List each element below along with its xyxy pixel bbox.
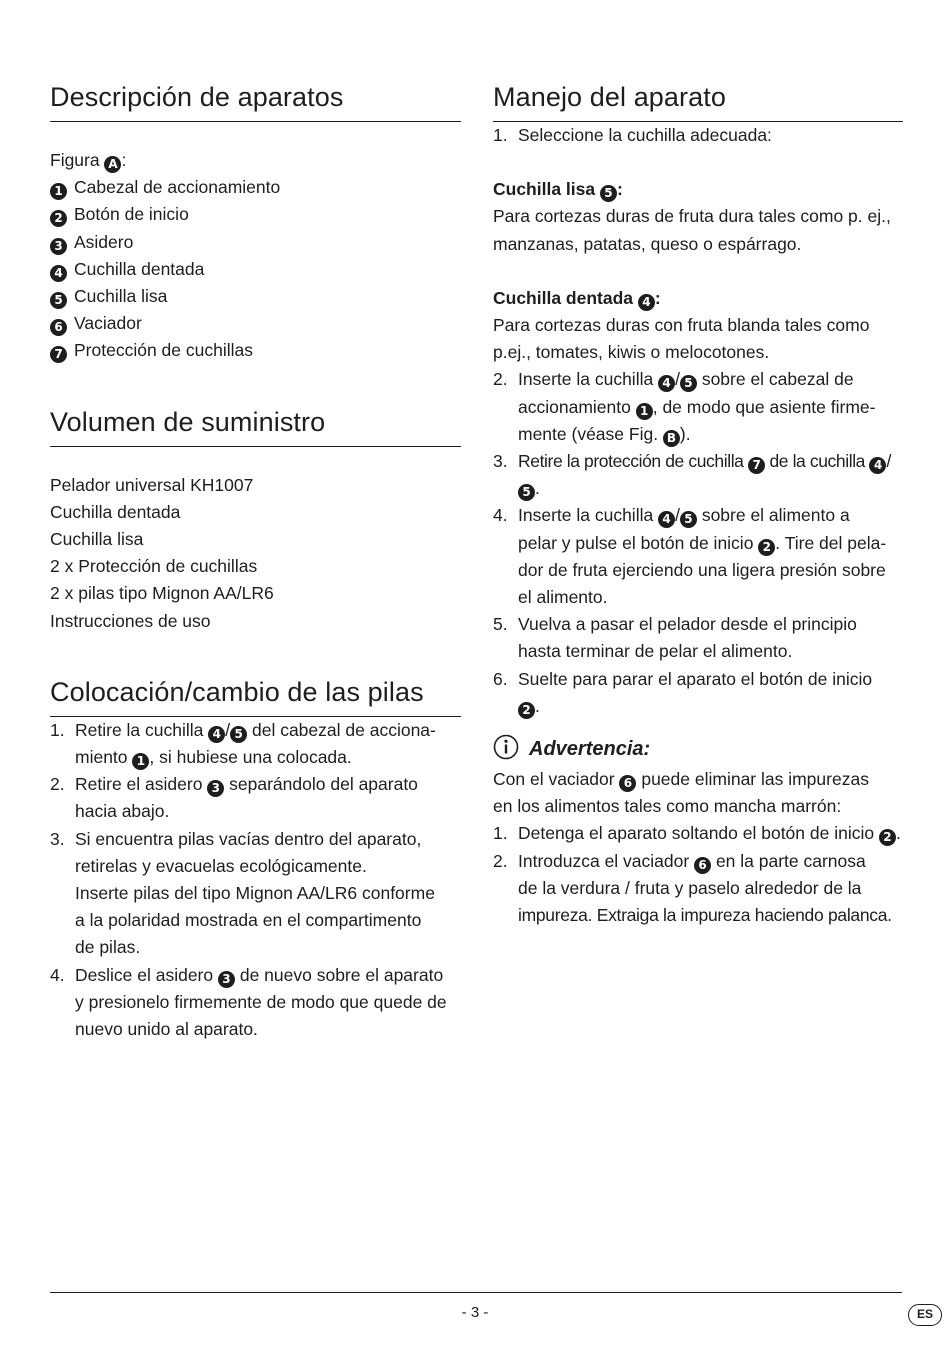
- number-badge: 4: [50, 265, 67, 282]
- step-line: [518, 394, 903, 421]
- list-item: Cuchilla dentada: [50, 501, 181, 522]
- number-badge: 6: [619, 775, 636, 792]
- list-item: [50, 337, 461, 364]
- number-badge: 2: [879, 829, 896, 846]
- step-text: .: [535, 695, 540, 716]
- step-text: puede eliminar las impurezas: [636, 769, 869, 790]
- list-item-label: Cuchilla dentada: [74, 258, 205, 279]
- step-line: retirelas y evacuelas ecológicamente.: [75, 855, 367, 876]
- step-line: Vuelva a pasar el pelador desde el principio: [518, 614, 857, 635]
- step-line: dor de fruta ejerciendo una ligera presión sobre: [518, 559, 886, 580]
- step-line: Suelte para parar el aparato el botón de inicio: [518, 668, 873, 689]
- list-item-label: Protección de cuchillas: [74, 340, 253, 361]
- step-text: de la cuchilla: [764, 451, 870, 472]
- step-line: de la verdura / fruta y paselo alrededor de la: [518, 877, 862, 898]
- step-line: hacia abajo.: [75, 801, 170, 822]
- step-line: [518, 448, 903, 475]
- list-item: Pelador universal KH1007: [50, 474, 254, 495]
- step-text: , de modo que asiente firme-: [652, 396, 876, 417]
- step-number: 2.: [493, 369, 508, 390]
- step-line: [75, 771, 461, 798]
- number-badge: 1: [636, 403, 653, 420]
- step-text: sobre el alimento a: [696, 505, 850, 526]
- step-text: sobre el cabezal de: [696, 369, 854, 390]
- list-item: [50, 256, 461, 283]
- step-text: en la parte carnosa: [711, 850, 866, 871]
- number-badge: 3: [207, 780, 224, 797]
- volumen-list: [50, 472, 461, 635]
- pilas-steps: [50, 717, 461, 1043]
- separator: /: [675, 369, 680, 390]
- step-line: hasta terminar de pelar el alimento.: [518, 641, 793, 662]
- step-item: [50, 717, 461, 771]
- number-badge: 4: [638, 294, 655, 311]
- step-line: Inserte pilas del tipo Mignon AA/LR6 conforme: [75, 883, 435, 904]
- footer-divider: [50, 1292, 902, 1293]
- step-line: [518, 820, 903, 847]
- step-item: [50, 962, 461, 1044]
- separator: /: [225, 719, 231, 740]
- step-line: impureza. Extraiga la impureza haciendo palanca.: [518, 905, 892, 926]
- list-item: [50, 310, 461, 337]
- step-text: .: [535, 478, 540, 499]
- subheading-dentada: [493, 285, 903, 312]
- section-title-descripcion: Descripción de aparatos: [50, 78, 461, 122]
- step-line: nuevo unido al aparato.: [75, 1019, 258, 1040]
- section-title-manejo: Manejo del aparato: [493, 78, 903, 122]
- list-item: [50, 229, 461, 256]
- number-badge: 5: [50, 292, 67, 309]
- paragraph-line: manzanas, patatas, queso o espárrago.: [493, 233, 802, 254]
- paragraph-line: Para cortezas duras con fruta blanda tales como: [493, 315, 870, 336]
- subheading-colon: :: [616, 179, 623, 200]
- list-item: Instrucciones de uso: [50, 610, 211, 631]
- subheading-text: Cuchilla dentada: [493, 287, 638, 308]
- figura-line: [50, 147, 461, 174]
- step-item: [493, 448, 903, 502]
- paragraph-line: Para cortezas duras de fruta dura tales como p. ej.,: [493, 206, 891, 227]
- number-badge: 4: [869, 457, 886, 474]
- step-line: [518, 502, 903, 529]
- step-text: .: [895, 823, 901, 844]
- step-text: Retire la protección de cuchilla: [518, 451, 748, 472]
- number-badge: 3: [50, 238, 67, 255]
- step-number: 1.: [50, 719, 65, 740]
- step-line: [518, 848, 903, 875]
- step-number: 5.: [493, 614, 508, 635]
- number-badge: 1: [132, 753, 149, 770]
- right-column: [493, 78, 903, 929]
- step-number: 1.: [493, 823, 508, 844]
- separator: /: [886, 451, 891, 472]
- section-title-volumen: Volumen de suministro: [50, 403, 461, 447]
- step-text: , si hubiese una colocada.: [149, 747, 352, 768]
- info-icon: [493, 734, 519, 765]
- step-item: [50, 826, 461, 962]
- number-badge: 1: [50, 183, 67, 200]
- number-badge: 4: [658, 375, 675, 392]
- step-number: 2.: [50, 774, 65, 795]
- step-line: y presionelo firmemente de modo que quede de: [75, 991, 447, 1012]
- left-column: [50, 78, 461, 1043]
- step-line: de pilas.: [75, 937, 141, 958]
- step-text: pelar y pulse el botón de inicio: [518, 532, 759, 553]
- section-title-pilas: Colocación/cambio de las pilas: [50, 673, 461, 717]
- step-line: [75, 744, 461, 771]
- step-text: Detenga el aparato soltando el botón de inicio: [518, 823, 879, 844]
- step-text: ).: [679, 423, 691, 444]
- list-item: [50, 201, 461, 228]
- number-badge: 7: [50, 346, 67, 363]
- number-badge: 2: [50, 210, 67, 227]
- paragraph-line: [493, 766, 903, 793]
- descripcion-list: [50, 147, 461, 365]
- number-badge: 5: [680, 375, 697, 392]
- list-item-label: Botón de inicio: [74, 204, 189, 225]
- step-line: [518, 530, 903, 557]
- cuchilla-lisa-block: [493, 176, 903, 258]
- step-line: [75, 717, 461, 744]
- figure-a-badge: A: [104, 156, 121, 173]
- number-badge: 4: [658, 511, 675, 528]
- step-text: . Tire del pela-: [775, 532, 887, 553]
- step-text: miento: [75, 747, 133, 768]
- step-item: [50, 771, 461, 825]
- step-item: [493, 611, 903, 665]
- step-item: [493, 502, 903, 611]
- step-line: [518, 421, 903, 448]
- number-badge: 3: [218, 971, 235, 988]
- step-number: 2.: [493, 850, 508, 871]
- separator: /: [675, 505, 680, 526]
- step-line: [518, 366, 903, 393]
- step-number: 4.: [50, 964, 65, 985]
- step-number: 4.: [493, 505, 508, 526]
- step-number: 3.: [493, 451, 508, 472]
- step-text: Retire el asidero: [75, 774, 208, 795]
- step-item: [493, 820, 903, 847]
- list-item: 2 x Protección de cuchillas: [50, 556, 258, 577]
- step-line: [75, 962, 461, 989]
- cuchilla-dentada-block: [493, 285, 903, 367]
- number-badge: 2: [518, 702, 535, 719]
- step-number: 6.: [493, 668, 508, 689]
- number-badge: 6: [694, 857, 711, 874]
- number-badge: 2: [758, 539, 775, 556]
- step-text: separándolo del aparato: [224, 774, 418, 795]
- list-item-label: Cuchilla lisa: [74, 286, 168, 307]
- number-badge: 4: [208, 726, 225, 743]
- figure-b-badge: B: [663, 430, 680, 447]
- list-item-label: Vaciador: [74, 313, 142, 334]
- number-badge: 5: [518, 484, 535, 501]
- number-badge: 5: [680, 511, 697, 528]
- number-badge: 5: [600, 185, 617, 202]
- step-line: Si encuentra pilas vacías dentro del aparato,: [75, 828, 422, 849]
- subheading-colon: :: [654, 287, 661, 308]
- page-number: - 3 -: [461, 1304, 489, 1321]
- paragraph-line: en los alimentos tales como mancha marrón:: [493, 796, 842, 817]
- step-line: Seleccione la cuchilla adecuada:: [518, 125, 772, 145]
- step-text: Retire la cuchilla: [75, 719, 209, 740]
- paragraph-line: p.ej., tomates, kiwis o melocotones.: [493, 342, 770, 363]
- manejo-step1: [493, 122, 903, 149]
- subheading-lisa: [493, 176, 903, 203]
- step-number: 1.: [493, 125, 508, 145]
- list-item-label: Cabezal de accionamiento: [74, 177, 281, 198]
- number-badge: 5: [230, 726, 247, 743]
- warning-steps: [493, 820, 903, 929]
- manejo-steps: [493, 366, 903, 720]
- step-text: accionamiento: [518, 396, 636, 417]
- step-text: Introduzca el vaciador: [518, 850, 695, 871]
- figura-suffix: :: [121, 150, 127, 170]
- step-text: Inserte la cuchilla: [518, 369, 659, 390]
- step-item: [493, 666, 903, 720]
- step-line: [518, 693, 903, 720]
- step-item: [493, 848, 903, 930]
- list-item: 2 x pilas tipo Mignon AA/LR6: [50, 583, 274, 604]
- step-text: Inserte la cuchilla: [518, 505, 659, 526]
- list-item: Cuchilla lisa: [50, 529, 144, 550]
- step-line: a la polaridad mostrada en el compartimento: [75, 910, 422, 931]
- step-text: Deslice el asidero: [75, 964, 218, 985]
- step-text: del cabezal de acciona-: [247, 719, 436, 740]
- language-badge: ES: [908, 1304, 942, 1326]
- step-item: [493, 366, 903, 448]
- number-badge: 6: [50, 319, 67, 336]
- step-text: de nuevo sobre el aparato: [234, 964, 444, 985]
- step-line: el alimento.: [518, 587, 608, 608]
- list-item: [50, 283, 461, 310]
- list-item-label: Asidero: [74, 231, 134, 252]
- subheading-text: Cuchilla lisa: [493, 179, 600, 200]
- step-line: [518, 475, 903, 502]
- step-item: [493, 122, 903, 149]
- warning-heading: [493, 732, 903, 766]
- warning-title: Advertencia:: [529, 737, 651, 760]
- step-text: mente (véase Fig.: [518, 423, 663, 444]
- figura-label: Figura: [50, 150, 100, 170]
- warning-body: [493, 766, 903, 929]
- step-text: Con el vaciador: [493, 769, 620, 790]
- list-item: [50, 174, 461, 201]
- step-number: 3.: [50, 828, 65, 849]
- number-badge: 7: [748, 457, 765, 474]
